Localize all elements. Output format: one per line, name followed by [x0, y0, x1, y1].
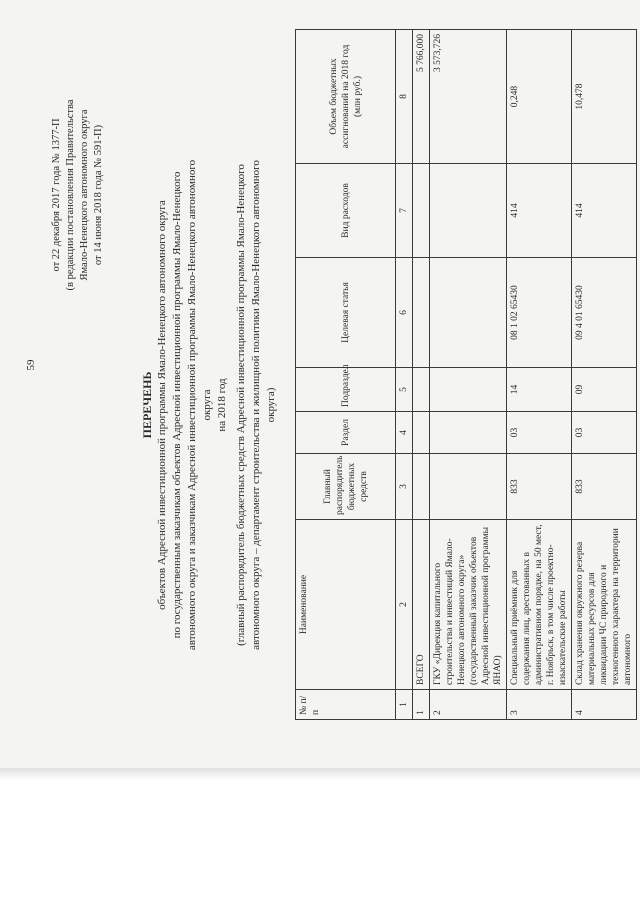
col-header-cst: Целевая статья: [296, 258, 396, 368]
column-number: 1: [396, 690, 413, 720]
row-podrazdel: 14: [507, 368, 572, 412]
row-cst: 09 4 01 65430: [572, 258, 637, 368]
row-cst: 08 1 02 65430: [507, 258, 572, 368]
row-podrazdel: [413, 368, 430, 412]
reference-line: от 14 июня 2018 года № 591-П): [93, 124, 104, 266]
row-podrazdel: 09: [572, 368, 637, 412]
title-line: по государственным заказчикам объектов Адресной инвестиционной программы Ямало-Ненецкого: [171, 171, 183, 639]
col-header-podrazdel: Подраздел: [296, 368, 396, 412]
row-podrazdel: [430, 368, 507, 412]
reference-block: [50, 85, 106, 305]
document-title: [140, 145, 279, 665]
row-amount: 0,248: [507, 30, 572, 164]
column-number: 8: [396, 30, 413, 164]
column-number: 6: [396, 258, 413, 368]
page-shadow: [0, 768, 640, 780]
row-cst: [430, 258, 507, 368]
row-num: 1: [413, 690, 430, 720]
title-line: (главный распорядитель бюджетных средств Адресной инвестиционной программы Ямало-Ненецкого: [235, 164, 247, 646]
row-vr: [430, 164, 507, 258]
reference-line: (в редакции постановления Правительства: [65, 99, 76, 291]
row-num: 4: [572, 690, 637, 720]
column-number: 2: [396, 520, 413, 690]
row-vr: [413, 164, 430, 258]
row-razdel: 03: [507, 412, 572, 454]
column-number-row: [396, 30, 413, 720]
title-line: автономного округа и заказчикам Адресной инвестиционной программы Ямало-Ненецкого автономного округа: [186, 159, 213, 651]
row-razdel: 03: [572, 412, 637, 454]
budget-table: [295, 29, 637, 720]
row-name: Специальный приёмник для содержания лиц, арестованных в административном порядке, на 50 мест, г. Ноябрьск, в том числе проектно-изыскательские работы: [507, 520, 572, 690]
row-amount: 3 573,726: [430, 30, 507, 164]
title-line: автономного округа – департамент строительства и жилищной политики Ямало-Ненецкого автономного округа): [250, 160, 277, 650]
header-row: [296, 30, 396, 720]
title-heading: ПЕРЕЧЕНЬ: [140, 371, 154, 439]
row-cst: [413, 258, 430, 368]
row-name: ГКУ «Дирекция капитального строительства и инвестиций Ямало-Ненецкого автономного округа» (государственный заказчик объектов Адресной инвестиционной программы ЯНАО): [430, 520, 507, 690]
col-header-amount: Объем бюджетных ассигнований на 2018 год (млн руб.): [296, 30, 396, 164]
table-row: [413, 30, 430, 720]
column-number: 7: [396, 164, 413, 258]
col-header-num: № п/п: [296, 690, 396, 720]
page-number: 59: [25, 359, 37, 371]
col-header-razdel: Раздел: [296, 412, 396, 454]
col-header-vr: Вид расходов: [296, 164, 396, 258]
row-num: 2: [430, 690, 507, 720]
table-row: [572, 30, 637, 720]
column-number: 3: [396, 454, 413, 520]
row-vr: 414: [572, 164, 637, 258]
column-number: 4: [396, 412, 413, 454]
row-razdel: [413, 412, 430, 454]
row-vr: 414: [507, 164, 572, 258]
row-grbs: 833: [507, 454, 572, 520]
reference-line: Ямало-Ненецкого автономного округа: [79, 109, 90, 281]
column-number: 5: [396, 368, 413, 412]
reference-line: от 22 декабря 2017 года № 1377-П: [51, 118, 62, 272]
title-line: на 2018 год: [216, 378, 228, 432]
row-grbs: [430, 454, 507, 520]
row-num: 3: [507, 690, 572, 720]
rotated-document: [20, 34, 633, 735]
table-row: [507, 30, 572, 720]
table-row: [430, 30, 507, 720]
row-amount: 5 766,000: [413, 30, 430, 164]
row-grbs: [413, 454, 430, 520]
title-line: объектов Адресной инвестиционной программы Ямало-Ненецкого автономного округа: [156, 200, 168, 610]
col-header-name: Наименование: [296, 520, 396, 690]
row-name: Склад хранения окружного резерва материальных ресурсов для ликвидации ЧС природного и техногенного характера на территории автономного: [572, 520, 637, 690]
row-name: ВСЕГО: [413, 520, 430, 690]
col-header-grbs: Главный распорядитель бюджетных средств: [296, 454, 396, 520]
row-amount: 10,478: [572, 30, 637, 164]
row-razdel: [430, 412, 507, 454]
row-grbs: 833: [572, 454, 637, 520]
